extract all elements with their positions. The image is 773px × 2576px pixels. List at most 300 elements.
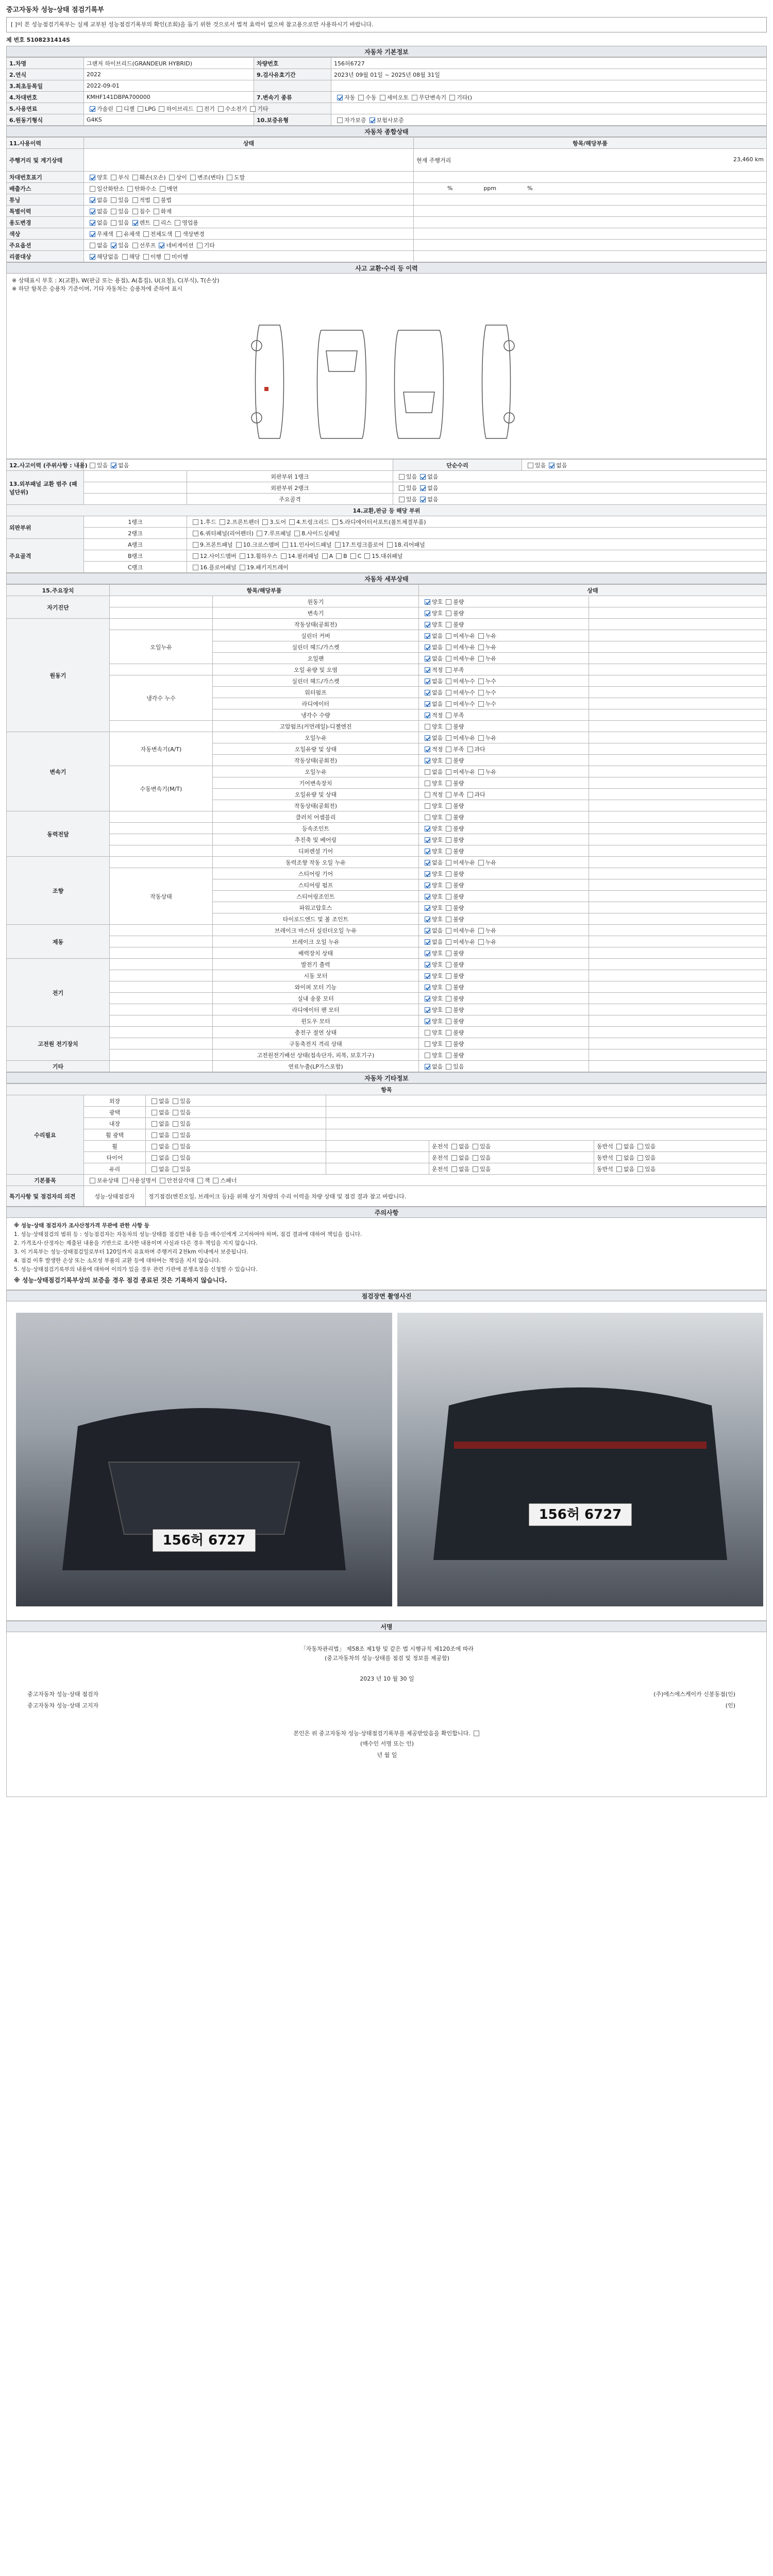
option-있음: 있음 [170, 1121, 191, 1127]
checkbox[interactable] [257, 531, 262, 536]
checkbox[interactable] [90, 1178, 95, 1183]
option-없음: 없음 [613, 1143, 634, 1150]
checkbox[interactable] [425, 792, 430, 798]
checkbox[interactable] [369, 117, 375, 123]
checkbox[interactable] [425, 633, 430, 639]
checkbox[interactable] [425, 701, 430, 707]
option-불량: 불량 [443, 950, 464, 957]
checkbox[interactable] [446, 883, 451, 888]
notifier-name: (인) [725, 1702, 735, 1709]
notes-body [6, 1218, 767, 1290]
checkbox[interactable] [425, 758, 430, 764]
checkbox[interactable] [173, 1098, 178, 1104]
checkbox[interactable] [111, 463, 116, 468]
option-매연: 매연 [157, 185, 178, 192]
checkbox[interactable] [152, 1155, 157, 1161]
checkbox[interactable] [322, 553, 328, 559]
checkbox[interactable] [90, 463, 95, 468]
checkbox[interactable] [425, 1030, 430, 1036]
checkbox[interactable] [425, 1064, 430, 1070]
checkbox[interactable] [446, 769, 451, 775]
checkbox[interactable] [132, 175, 138, 180]
checkbox[interactable] [169, 175, 175, 180]
checkbox[interactable] [449, 95, 455, 100]
checkbox[interactable] [152, 1132, 157, 1138]
checkbox[interactable] [175, 220, 180, 226]
checkbox[interactable] [111, 197, 116, 203]
checkbox[interactable] [138, 106, 143, 112]
checkbox[interactable] [122, 1178, 128, 1183]
checkbox[interactable] [425, 962, 430, 968]
checkbox[interactable] [467, 792, 473, 798]
checkbox[interactable] [425, 826, 430, 832]
checkbox[interactable] [281, 553, 287, 559]
option-미세누유: 미세누유 [443, 769, 475, 775]
checkbox[interactable] [173, 1132, 178, 1138]
option-불량: 불량 [443, 984, 464, 991]
option-수동: 수동 [355, 94, 376, 101]
checkbox[interactable] [294, 531, 300, 536]
checkbox[interactable] [478, 656, 484, 662]
detail-row: 오일유량 및 상태 적정 부족 과다 [7, 743, 767, 755]
checkbox[interactable] [425, 837, 430, 843]
car-right-side [482, 325, 511, 438]
checkbox[interactable] [132, 243, 138, 248]
part-option: 2.프론트펜더 [216, 519, 260, 526]
checkbox[interactable] [425, 883, 430, 888]
note-footer: ※ 성능·상태점검기록부상의 보증을 경우 점검 종료된 것은 기록하지 않습니다. [14, 1277, 227, 1284]
checkbox[interactable] [446, 679, 451, 684]
checkbox[interactable] [132, 220, 138, 226]
detail-row: 오일팬 없음 미세누유 누유 [7, 653, 767, 664]
part-option: 8.사이드실패널 [291, 530, 340, 537]
detail-row: 실린더 헤드/가스켓 없음 미세누유 누유 [7, 641, 767, 653]
checkbox[interactable] [446, 826, 451, 832]
option-없음: 없음 [422, 1063, 443, 1070]
checkbox[interactable] [332, 519, 338, 525]
checkbox[interactable] [425, 724, 430, 730]
checkbox[interactable] [152, 1144, 157, 1149]
checkbox[interactable] [446, 951, 451, 956]
checkbox[interactable] [446, 1007, 451, 1013]
option-양호: 양호 [422, 1052, 443, 1059]
checkbox[interactable] [425, 622, 430, 628]
checkbox[interactable] [478, 735, 484, 741]
option-불량: 불량 [443, 871, 464, 877]
detail-row: 원동기 작동상태(공회전) 양호 불량 [7, 619, 767, 630]
car-left-side [256, 325, 284, 438]
checkbox[interactable] [193, 519, 198, 525]
checkbox[interactable] [132, 209, 138, 214]
option-양호: 양호 [422, 757, 443, 764]
checkbox[interactable] [90, 175, 95, 180]
checkbox[interactable] [473, 1144, 478, 1149]
option-불량: 불량 [443, 780, 464, 787]
option-있음: 있음 [525, 462, 546, 469]
checkbox[interactable] [116, 231, 122, 237]
checkbox[interactable] [152, 1166, 157, 1172]
checkbox[interactable] [467, 747, 473, 752]
checkbox[interactable] [478, 769, 484, 775]
option-불량: 불량 [443, 973, 464, 979]
checkbox[interactable] [616, 1166, 622, 1172]
checkbox[interactable] [446, 690, 451, 696]
checkbox[interactable] [387, 542, 393, 548]
part-option: 15.대쉬패널 [361, 553, 402, 560]
option-부족: 부족 [443, 791, 464, 798]
detail-row: 동력전달 클러치 어셈블리 양호 불량 [7, 811, 767, 823]
checkbox[interactable] [154, 209, 159, 214]
part-row: 2랭크 6.쿼터패널(리어펜더) 7.루프패널 8.사이드실패널 [7, 528, 767, 539]
checkbox[interactable] [446, 701, 451, 707]
car-top-rear [395, 330, 444, 438]
option-양호: 양호 [422, 871, 443, 877]
checkbox[interactable] [637, 1155, 643, 1161]
checkbox[interactable] [425, 860, 430, 866]
option-렌트: 렌트 [129, 219, 150, 226]
checkbox[interactable] [425, 747, 430, 752]
checkbox[interactable] [446, 894, 451, 900]
part-option: 14.필러패널 [278, 553, 319, 560]
option-하이브리드: 하이브리드 [156, 106, 193, 112]
checkbox[interactable] [154, 220, 159, 226]
checkbox[interactable] [193, 542, 198, 548]
checkbox[interactable] [446, 792, 451, 798]
option-미세누수: 미세누수 [443, 678, 475, 685]
checkbox[interactable] [132, 197, 138, 203]
checkbox[interactable] [160, 1178, 165, 1183]
checkbox[interactable] [173, 1110, 178, 1115]
checkbox[interactable] [478, 679, 484, 684]
checkbox[interactable] [111, 209, 116, 214]
checkbox[interactable] [446, 917, 451, 922]
checkbox[interactable] [425, 679, 430, 684]
checkbox[interactable] [420, 474, 426, 480]
general-row: 리콜대상 해당없음 해당 이행 미이행 [7, 251, 767, 262]
checkbox[interactable] [425, 973, 430, 979]
checkbox[interactable] [549, 463, 554, 468]
checkbox[interactable] [173, 1121, 178, 1127]
checkbox[interactable] [111, 243, 116, 248]
checkbox[interactable] [446, 747, 451, 752]
option-없음: 없음 [148, 1098, 170, 1105]
checkbox[interactable] [197, 243, 203, 248]
checkbox[interactable] [240, 553, 245, 559]
checkbox[interactable] [152, 1121, 157, 1127]
checkbox[interactable] [90, 231, 95, 237]
option-양호: 양호 [422, 803, 443, 809]
checkbox[interactable] [213, 1178, 219, 1183]
checkbox[interactable] [446, 758, 451, 764]
checkbox[interactable] [425, 667, 430, 673]
checkbox[interactable] [446, 928, 451, 934]
checkbox[interactable] [190, 175, 196, 180]
checkbox[interactable] [399, 474, 405, 480]
checkbox[interactable] [425, 803, 430, 809]
checkbox[interactable] [425, 1007, 430, 1013]
checkbox[interactable] [227, 175, 232, 180]
detail-row: 기타 연료누출(LP가스포함) 없음 있음 [7, 1061, 767, 1072]
checkbox[interactable] [425, 996, 430, 1002]
checkbox[interactable] [337, 117, 343, 123]
checkbox[interactable] [478, 860, 484, 866]
checkbox[interactable] [446, 905, 451, 911]
checkbox[interactable] [446, 724, 451, 730]
checkbox[interactable] [197, 106, 203, 112]
sign-area [6, 1632, 767, 1797]
general-row: 용도변경 없음 있음 렌트 리스 영업용 [7, 217, 767, 228]
inspector-label: 중고자동차 성능·상태 점검자 [27, 1691, 99, 1698]
checkbox[interactable] [451, 1155, 457, 1161]
checkbox[interactable] [90, 220, 95, 226]
checkbox[interactable] [425, 611, 430, 616]
checkbox[interactable] [478, 690, 484, 696]
checkbox[interactable] [364, 553, 370, 559]
general-row: 차대번호표기 양호 부식 훼손(오손) 상이 변조(변타) 도말 [7, 172, 767, 183]
mileage-row: 주행거리 및 계기상태 현재 주행거리 23,460 km [7, 149, 767, 172]
detail-row: 오일누유 실린더 커버 없음 미세누유 누유 [7, 630, 767, 641]
checkbox[interactable] [446, 611, 451, 616]
checkbox[interactable] [425, 690, 430, 696]
checkbox[interactable] [425, 1053, 430, 1058]
option-스패너: 스패너 [210, 1177, 237, 1184]
checkbox[interactable] [250, 106, 256, 112]
checkbox[interactable] [425, 985, 430, 990]
checkbox[interactable] [90, 243, 95, 248]
checkbox[interactable] [173, 1144, 178, 1149]
checkbox[interactable] [446, 803, 451, 809]
checkbox[interactable] [90, 106, 95, 112]
checkbox[interactable] [289, 519, 295, 525]
checkbox[interactable] [425, 656, 430, 662]
accident-title: 사고 교환·수리 등 이력 [6, 262, 767, 274]
checkbox[interactable] [446, 656, 451, 662]
checkbox[interactable] [193, 531, 198, 536]
option-미이행: 미이행 [161, 253, 188, 260]
checkbox[interactable] [446, 849, 451, 854]
checkbox[interactable] [528, 463, 533, 468]
checkbox[interactable] [336, 553, 342, 559]
checkbox[interactable] [358, 95, 364, 100]
checkbox[interactable] [446, 781, 451, 786]
checkbox[interactable] [90, 209, 95, 214]
checkbox[interactable] [173, 1166, 178, 1172]
etc-row: 수리필요 외장 없음 있음 [7, 1095, 767, 1107]
option-부식: 부식 [108, 174, 129, 181]
detail-row: 배력장치 상태 양호 불량 [7, 947, 767, 959]
checkbox[interactable] [473, 1155, 478, 1161]
checkbox[interactable] [446, 1030, 451, 1036]
option-양호: 양호 [422, 905, 443, 911]
checkbox[interactable] [446, 1053, 451, 1058]
checkbox[interactable] [425, 951, 430, 956]
checkbox[interactable] [152, 1110, 157, 1115]
basic-row: 2.연식 2022 9.검사유효기간 2023년 09월 01일 ~ 2025년 08월 31일 [7, 69, 767, 80]
checkbox[interactable] [478, 701, 484, 707]
checkbox[interactable] [218, 106, 224, 112]
checkbox[interactable] [451, 1144, 457, 1149]
checkbox[interactable] [127, 186, 133, 192]
checkbox[interactable] [425, 781, 430, 786]
part-option: 11.인사이드패널 [279, 541, 331, 548]
checkbox[interactable] [90, 186, 95, 192]
detail-row: 와이퍼 모터 기능 양호 불량 [7, 981, 767, 993]
option-있음: 있음 [469, 1166, 491, 1173]
checkbox[interactable] [425, 939, 430, 945]
checkbox[interactable] [122, 254, 128, 260]
checkbox[interactable] [236, 542, 242, 548]
checkbox[interactable] [446, 667, 451, 673]
checkbox[interactable] [616, 1144, 622, 1149]
option-누수: 누수 [475, 701, 496, 707]
checkbox[interactable] [262, 519, 268, 525]
checkbox[interactable] [160, 186, 165, 192]
checkbox[interactable] [420, 497, 426, 502]
checkbox[interactable] [425, 928, 430, 934]
checkbox[interactable] [152, 1098, 157, 1104]
checkbox[interactable] [143, 254, 149, 260]
checkbox[interactable] [175, 231, 181, 237]
checkbox[interactable] [637, 1144, 643, 1149]
checkbox[interactable] [446, 1041, 451, 1047]
checkbox[interactable] [335, 542, 341, 548]
option-보험사보증: 보험사보증 [366, 117, 404, 124]
option-양호: 양호 [422, 973, 443, 979]
checkbox[interactable] [478, 633, 484, 639]
checkbox[interactable] [425, 815, 430, 820]
checkbox[interactable] [240, 565, 245, 570]
checkbox[interactable] [350, 553, 356, 559]
option-없음: 없음 [422, 633, 443, 639]
checkbox[interactable] [478, 645, 484, 650]
checkbox[interactable] [446, 973, 451, 979]
checkbox[interactable] [425, 713, 430, 718]
checkbox[interactable] [446, 622, 451, 628]
detail-row: 라디에이터 없음 미세누수 누수 [7, 698, 767, 709]
checkbox[interactable] [425, 1041, 430, 1047]
checkbox[interactable] [478, 928, 484, 934]
option-세미오토: 세미오토 [377, 94, 409, 101]
option-있음: 있음 [170, 1132, 191, 1139]
checkbox[interactable] [446, 735, 451, 741]
checkbox[interactable] [159, 243, 164, 248]
option-있음: 있음 [469, 1143, 491, 1150]
checkbox[interactable] [425, 769, 430, 775]
option-없음: 없음 [422, 701, 443, 707]
checkbox[interactable] [446, 645, 451, 650]
checkbox[interactable] [425, 849, 430, 854]
option-누수: 누수 [475, 689, 496, 696]
basic-row: 5.사용연료 가솔린 디젤 LPG 하이브리드 전기 수소전기 기타 [7, 103, 767, 114]
option-미세누유: 미세누유 [443, 735, 475, 741]
checkbox[interactable] [446, 860, 451, 866]
part-option: 9.프론트패널 [190, 541, 233, 548]
checkbox[interactable] [425, 917, 430, 922]
option-없음: 없음 [417, 496, 438, 503]
checkbox[interactable] [337, 95, 343, 100]
checkbox[interactable] [446, 1019, 451, 1024]
checkbox[interactable] [446, 962, 451, 968]
rear-plate: 156허 6727 [539, 1507, 622, 1522]
checkbox[interactable] [616, 1155, 622, 1161]
option-있음: 있음 [108, 208, 129, 215]
checkbox[interactable] [90, 197, 95, 203]
detail-row: 조향 동력조향 작동 오일 누유 없음 미세누유 누유 [7, 857, 767, 868]
option-양호: 양호 [422, 780, 443, 787]
option-없음: 없음 [448, 1155, 469, 1161]
checkbox[interactable] [425, 905, 430, 911]
part-option: 17.트렁크플로어 [332, 541, 384, 548]
option-훼손(오손): 훼손(오손) [129, 174, 166, 181]
checkbox[interactable] [446, 996, 451, 1002]
checkbox[interactable] [446, 837, 451, 843]
checkbox[interactable] [111, 175, 116, 180]
notes-title: 주의사항 [6, 1207, 767, 1218]
checkbox[interactable] [446, 815, 451, 820]
checkbox[interactable] [220, 519, 225, 525]
checkbox[interactable] [473, 1166, 478, 1172]
option-불량: 불량 [443, 893, 464, 900]
checkbox[interactable] [282, 542, 288, 548]
checkbox[interactable] [446, 633, 451, 639]
checkbox[interactable] [412, 95, 417, 100]
option-디젤: 디젤 [113, 106, 135, 112]
checkbox[interactable] [446, 713, 451, 718]
checkbox[interactable] [116, 106, 122, 112]
general-row: 튜닝 없음 있음 적법 불법 [7, 194, 767, 206]
detail-row: 워터펌프 없음 미세누수 누수 [7, 687, 767, 698]
checkbox[interactable] [425, 894, 430, 900]
checkbox[interactable] [193, 565, 198, 570]
option-있음: 있음 [87, 462, 108, 469]
option-누유: 누유 [475, 735, 496, 741]
checkbox[interactable] [154, 197, 159, 203]
checkbox[interactable] [446, 939, 451, 945]
checkbox[interactable] [420, 485, 426, 491]
checkbox[interactable] [197, 1178, 203, 1183]
checkbox[interactable] [90, 254, 95, 260]
checkbox[interactable] [173, 1155, 178, 1161]
detail-row: 라디에이터 팬 모터 양호 불량 [7, 1004, 767, 1015]
checkbox[interactable] [451, 1166, 457, 1172]
checkbox[interactable] [637, 1166, 643, 1172]
checkbox[interactable] [164, 254, 170, 260]
option-부족: 부족 [443, 667, 464, 673]
checkbox[interactable] [399, 497, 405, 502]
checkbox[interactable] [380, 95, 385, 100]
checkbox[interactable] [399, 485, 405, 491]
option-있음: 있음 [634, 1143, 656, 1150]
checkbox[interactable] [143, 231, 149, 237]
checkbox[interactable] [111, 220, 116, 226]
option-있음: 있음 [170, 1143, 191, 1150]
checkbox[interactable] [425, 645, 430, 650]
checkbox[interactable] [446, 871, 451, 877]
option-기타: 기타 [247, 106, 268, 112]
option-없음: 없음 [87, 242, 108, 249]
checkbox[interactable] [478, 939, 484, 945]
checkbox[interactable] [446, 985, 451, 990]
checkbox[interactable] [425, 599, 430, 605]
checkbox[interactable] [193, 553, 198, 559]
checkbox[interactable] [446, 599, 451, 605]
checkbox[interactable] [425, 735, 430, 741]
option-전체도색: 전체도색 [140, 231, 173, 238]
checkbox[interactable] [425, 1019, 430, 1024]
checkbox[interactable] [446, 1064, 451, 1070]
checkbox[interactable] [425, 871, 430, 877]
checkbox[interactable] [159, 106, 164, 112]
